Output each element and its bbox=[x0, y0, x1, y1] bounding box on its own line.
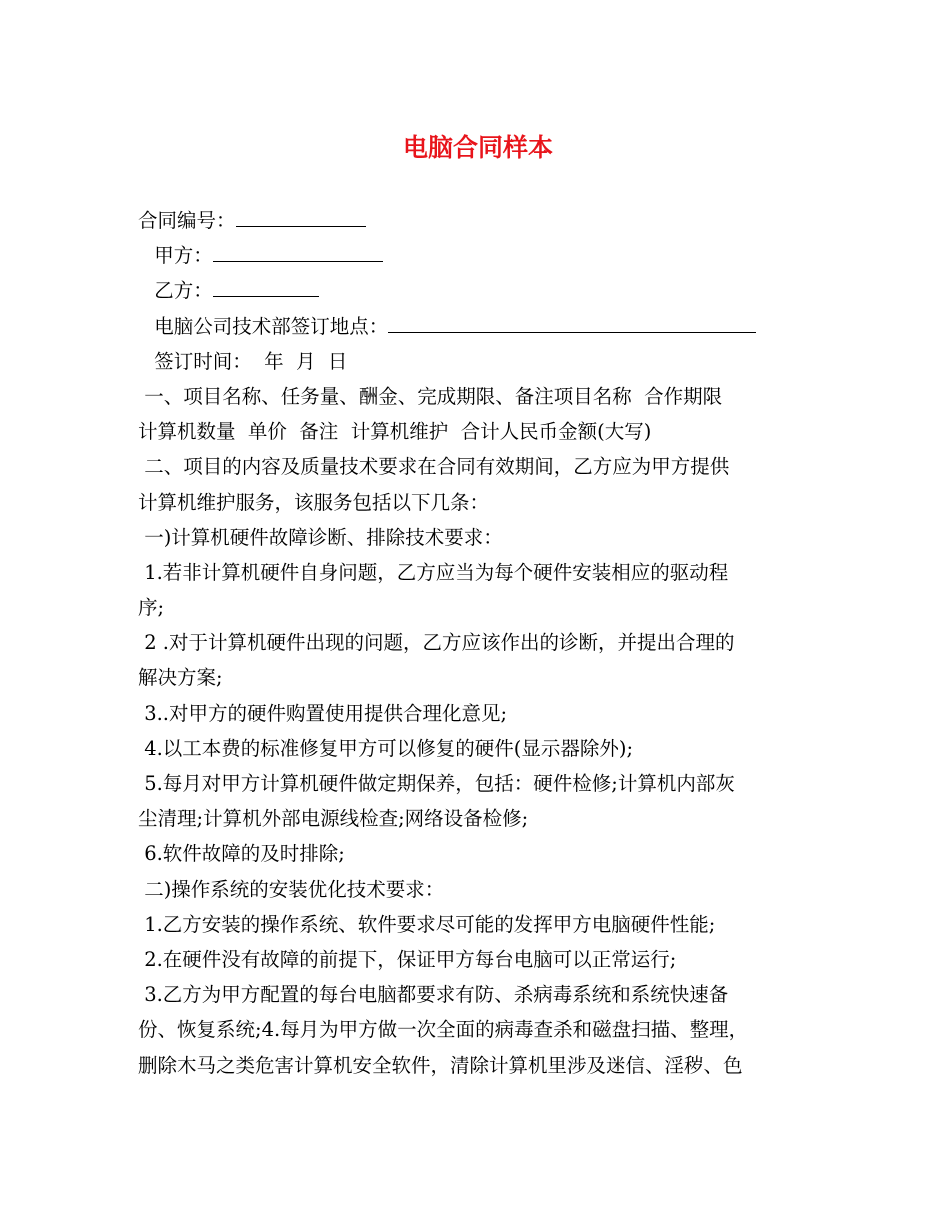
signing-place-line: 电脑公司技术部签订地点： bbox=[138, 309, 818, 344]
contract-number-line: 合同编号： bbox=[138, 203, 818, 238]
text-line: 1.若非计算机硬件自身问题，乙方应当为每个硬件安装相应的驱动程 bbox=[138, 560, 729, 584]
document-body bbox=[138, 203, 818, 1083]
text-line: 序; bbox=[138, 596, 165, 620]
signing-time-line: 签订时间： 年 月 日 bbox=[148, 349, 348, 373]
text-line: 二、项目的内容及质量技术要求在合同有效期间，乙方应为甲方提供 bbox=[138, 455, 730, 479]
text-line: 计算机维护服务，该服务包括以下几条： bbox=[138, 490, 490, 514]
text-line: 3..对甲方的硬件购置使用提供合理化意见; bbox=[138, 701, 508, 725]
text-line: 删除木马之类危害计算机安全软件，清除计算机里涉及迷信、淫秽、色 bbox=[138, 1053, 743, 1077]
text-line: 2 .对于计算机硬件出现的问题，乙方应该作出的诊断，并提出合理的 bbox=[138, 631, 735, 655]
document-title: 电脑合同样本 bbox=[402, 133, 553, 162]
text-line: 计算机数量 单价 备注 计算机维护 合计人民币金额(大写) bbox=[138, 420, 652, 444]
text-line: 3.乙方为甲方配置的每台电脑都要求有防、杀病毒系统和系统快速备 bbox=[138, 983, 729, 1007]
text-line: 一、项目名称、任务量、酬金、完成期限、备注项目名称 合作期限 bbox=[138, 384, 723, 408]
text-line: 1.乙方安装的操作系统、软件要求尽可能的发挥甲方电脑硬件性能; bbox=[138, 912, 716, 936]
text-line: 解决方案; bbox=[138, 666, 223, 690]
text-line: 份、恢复系统;4.每月为甲方做一次全面的病毒查杀和磁盘扫描、整理， bbox=[138, 1018, 749, 1042]
contract-number-blank bbox=[236, 204, 366, 227]
party-a-line: 甲方： bbox=[138, 238, 818, 273]
text-line: 2.在硬件没有故障的前提下，保证甲方每台电脑可以正常运行; bbox=[138, 947, 677, 971]
party-b-line: 乙方： bbox=[138, 273, 818, 308]
text-line: 5.每月对甲方计算机硬件做定期保养，包括：硬件检修;计算机内部灰 bbox=[138, 772, 735, 795]
text-line: 二)操作系统的安装优化技术要求： bbox=[138, 877, 445, 901]
text-line: 一)计算机硬件故障诊断、排除技术要求： bbox=[138, 525, 503, 549]
text-line: 尘清理;计算机外部电源线检查;网络设备检修; bbox=[138, 807, 529, 831]
party-b-blank bbox=[213, 274, 319, 297]
text-line: 4.以工本费的标准修复甲方可以修复的硬件(显示器除外); bbox=[138, 736, 634, 760]
party-a-blank bbox=[213, 239, 383, 262]
signing-place-blank bbox=[388, 310, 756, 333]
text-line: 6.软件故障的及时排除; bbox=[138, 842, 345, 866]
